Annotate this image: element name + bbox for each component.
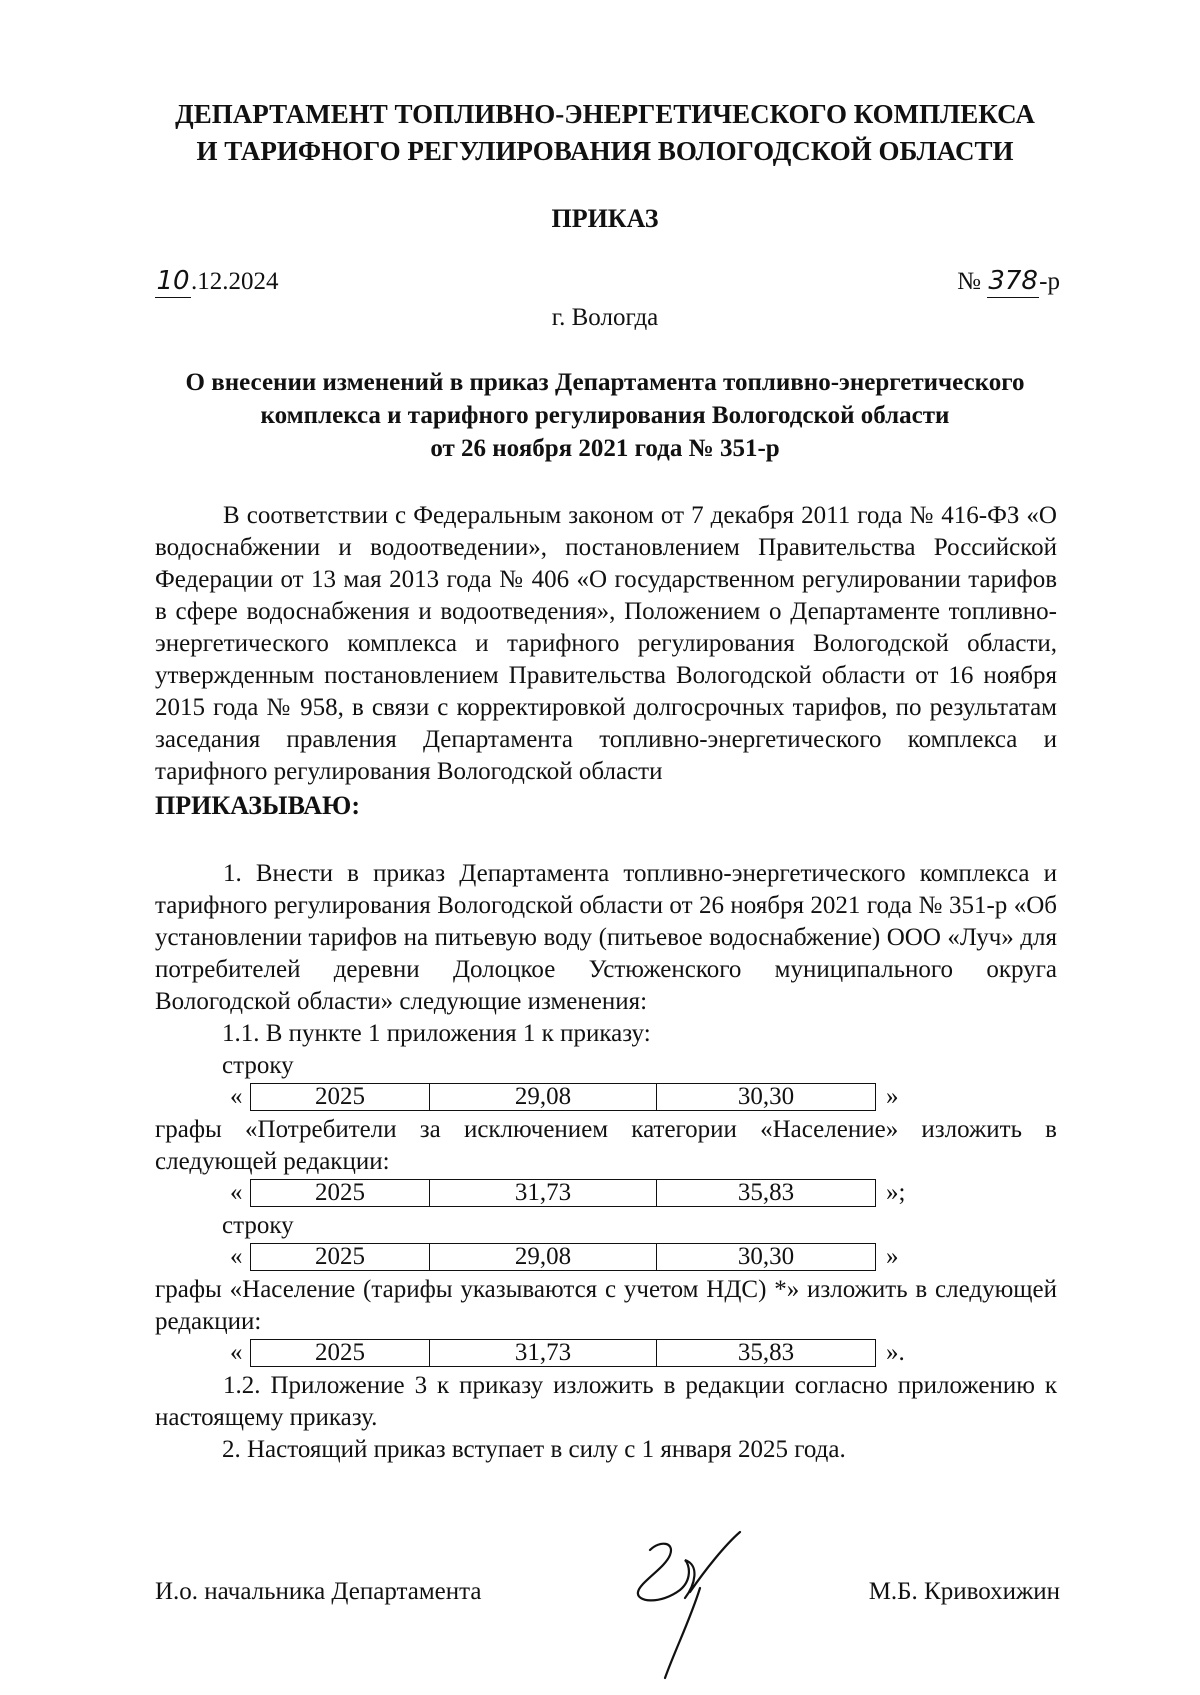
number-suffix: -р <box>1039 268 1060 295</box>
cell-value-1: 29,08 <box>430 1084 657 1111</box>
tariff-row-table <box>250 1243 876 1271</box>
table-row <box>230 1242 899 1272</box>
cell-value-2: 30,30 <box>657 1244 876 1271</box>
order-word: ПРИКАЗЫВАЮ: <box>155 791 360 820</box>
preamble-paragraph: В соответствии с Федеральным законом от 7 декабря 2011 года № 416-ФЗ «О водоснабжении и водоотведении», постановлением Правительства Российской Федерации от 13 мая 2013 года № 406 «О государственном регулировании тарифов в сфере водоснабжения и водоотведения», Положением о Департаменте топливно-энергетического комплекса и тарифного регулирования Вологодской области, утвержденным постановлением Правительства Вологодской области от 16 ноября 2015 года № 958, в связи с корректировкой долгосрочных тарифов, по результатам заседания правления Департамента топливно-энергетического комплекса и тарифного регулирования Вологодской области <box>155 502 1057 785</box>
document-number <box>957 265 1060 298</box>
subject-line-1: О внесении изменений в приказ Департамента топливно-энергетического <box>185 369 1025 396</box>
cell-value-2: 35,83 <box>657 1180 876 1207</box>
cell-value-1: 31,73 <box>430 1180 657 1207</box>
tariff-row-table <box>250 1339 876 1367</box>
cell-year: 2025 <box>251 1340 430 1367</box>
word-row-2: строку <box>222 1212 294 1239</box>
table-row <box>230 1178 905 1208</box>
date-day-handwritten: 10 <box>156 266 190 296</box>
signer-name: М.Б. Кривохижин <box>868 1578 1060 1605</box>
number-handwritten: 378 <box>988 266 1038 296</box>
item-1-1: 1.1. В пункте 1 приложения 1 к приказу: <box>222 1020 651 1047</box>
cell-year: 2025 <box>251 1244 430 1271</box>
cell-value-1: 31,73 <box>430 1340 657 1367</box>
word-row-1: строку <box>222 1052 294 1079</box>
close-quote: » <box>886 1243 899 1270</box>
item-1-2-paragraph: 1.2. Приложение 3 к приказу изложить в редакции согласно приложению к настоящему приказу. <box>155 1372 1057 1431</box>
handwritten-signature <box>630 1530 760 1680</box>
open-quote: « <box>230 1339 243 1366</box>
close-quote: ». <box>886 1339 905 1366</box>
item-2-paragraph: 2. Настоящий приказ вступает в силу с 1 января 2025 года. <box>222 1436 846 1463</box>
cell-year: 2025 <box>251 1084 430 1111</box>
graf-1-paragraph: графы «Потребители за исключением категории «Население» изложить в следующей редакции: <box>155 1116 1057 1175</box>
close-quote: »; <box>886 1179 906 1206</box>
table-row <box>230 1338 905 1368</box>
tariff-row-table <box>250 1179 876 1207</box>
signer-position: И.о. начальника Департамента <box>155 1578 482 1605</box>
tariff-row-table <box>250 1083 876 1111</box>
cell-value-1: 29,08 <box>430 1244 657 1271</box>
cell-value-2: 35,83 <box>657 1340 876 1367</box>
close-quote: » <box>886 1083 899 1110</box>
open-quote: « <box>230 1083 243 1110</box>
document-type: ПРИКАЗ <box>551 204 659 233</box>
date-month-year: .12.2024 <box>191 268 279 295</box>
subject-line-3: от 26 ноября 2021 года № 351-р <box>430 435 780 462</box>
graf-2-paragraph: графы «Население (тарифы указываются с учетом НДС) *» изложить в следующей редакции: <box>155 1276 1057 1335</box>
open-quote: « <box>230 1243 243 1270</box>
item-1-paragraph: 1. Внести в приказ Департамента топливно-энергетического комплекса и тарифного регулирования Вологодской области от 26 ноября 2021 года № 351-р «Об установлении тарифов на питьевую воду (питьевое водоснабжение) ООО «Луч» для потребителей деревни Долоцкое Устюженского муниципального округа Вологодской области» следующие изменения: <box>155 860 1057 1015</box>
organization-name <box>150 96 1060 170</box>
city: г. Вологда <box>551 304 659 331</box>
organization-line-2: И ТАРИФНОГО РЕГУЛИРОВАНИЯ ВОЛОГОДСКОЙ ОБЛАСТИ <box>196 136 1014 166</box>
open-quote: « <box>230 1179 243 1206</box>
cell-value-2: 30,30 <box>657 1084 876 1111</box>
subject-line-2: комплекса и тарифного регулирования Вологодской области <box>260 402 950 429</box>
document-subject <box>150 366 1060 465</box>
table-row <box>230 1082 899 1112</box>
organization-line-1: ДЕПАРТАМЕНТ ТОПЛИВНО-ЭНЕРГЕТИЧЕСКОГО КОМПЛЕКСА <box>175 99 1035 129</box>
number-sign: № <box>957 268 981 295</box>
document-date <box>155 265 279 298</box>
cell-year: 2025 <box>251 1180 430 1207</box>
